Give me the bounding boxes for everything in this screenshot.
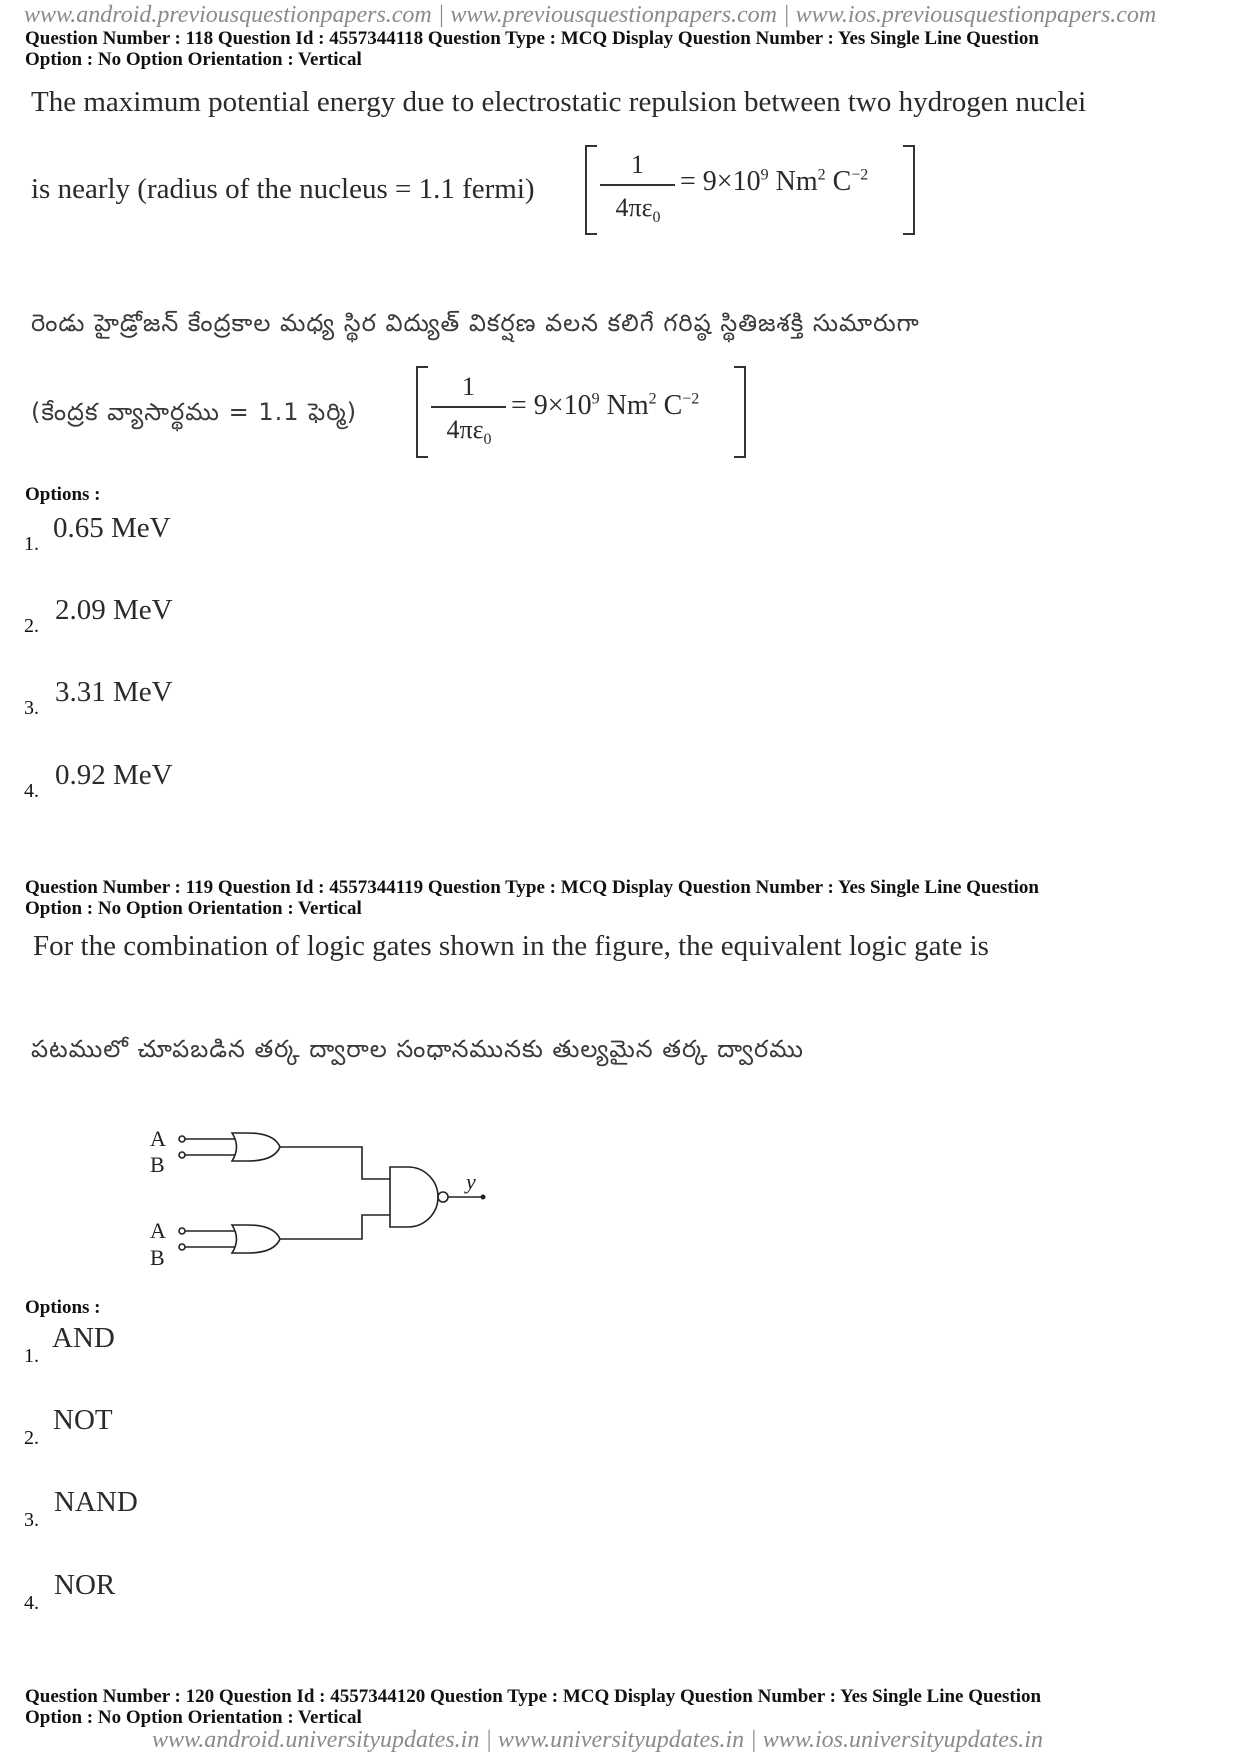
option-number: 3.: [24, 697, 39, 719]
option-text: 0.65 MeV: [53, 512, 171, 544]
q118-english-line1: The maximum potential energy due to electrostatic repulsion between two hydrogen nuclei: [31, 86, 1087, 118]
option-text: 3.31 MeV: [55, 676, 173, 708]
input-terminal: [179, 1152, 185, 1158]
option-number: 4.: [24, 780, 39, 802]
q119-telugu-line1: పటములో చూపబడిన తర్క ద్వారాల సంధానమునకు తుల్యమైన తర్క ద్వారము: [31, 1035, 804, 1063]
formula-rhs: = $9\times 10^9$ Nm$^2$ $C^{-2}$: [511, 390, 700, 421]
formula-numerator: 1: [631, 150, 644, 179]
option-number: 3.: [24, 1509, 39, 1531]
formula-left-bracket: [416, 366, 428, 458]
formula-right-bracket: [734, 366, 746, 458]
option-text: NAND: [54, 1486, 138, 1518]
formula-rhs: = $9\times 10^9$ Nm$^2$ $C^{-2}$: [680, 166, 869, 197]
option-number: 1.: [24, 1345, 39, 1367]
input-terminal: [179, 1228, 185, 1234]
footer-watermark: www.android.universityupdates.in | www.universityupdates.in | www.ios.universityupdates.in: [152, 1727, 1043, 1753]
formula-fraction-bar: [600, 184, 675, 186]
option-text: AND: [52, 1322, 115, 1354]
output-terminal: [481, 1195, 486, 1200]
formula-denominator: $4\pi\varepsilon_0$: [446, 415, 492, 449]
q118-english-line2: is nearly (radius of the nucleus = 1.1 fermi): [31, 173, 535, 205]
option-number: 1.: [24, 533, 39, 555]
q120-meta-line2: Option : No Option Orientation : Vertical: [25, 1707, 362, 1728]
option-number: 2.: [24, 615, 39, 637]
q120-meta-line1: Question Number : 120 Question Id : 4557344120 Question Type : MCQ Display Question Number : Yes Single Line Question: [25, 1686, 1042, 1707]
nand-bubble: [438, 1192, 448, 1202]
formula-right-bracket: [903, 145, 915, 235]
input-label-a: A: [150, 1218, 166, 1243]
q119-meta-line1: Question Number : 119 Question Id : 4557344119 Question Type : MCQ Display Question Number : Yes Single Line Question: [25, 877, 1039, 898]
option-number: 2.: [24, 1427, 39, 1449]
formula-numerator: 1: [462, 372, 475, 401]
input-label-b: B: [150, 1245, 165, 1270]
q118-telugu-line2: (కేంద్రక వ్యాసార్థము = 1.1 ఫెర్మి): [31, 398, 358, 426]
q119-options-label: Options :: [25, 1297, 101, 1318]
logic-gate-figure: [140, 1115, 500, 1275]
formula-left-bracket: [585, 145, 597, 235]
or-gate-1: [232, 1133, 280, 1161]
q118-meta-line1: Question Number : 118 Question Id : 4557344118 Question Type : MCQ Display Question Number : Yes Single Line Question: [25, 28, 1039, 49]
formula-fraction-bar: [431, 406, 506, 408]
formula-denominator: $4\pi\varepsilon_0$: [615, 193, 661, 227]
option-text: NOT: [53, 1404, 113, 1436]
q118-options-label: Options :: [25, 484, 101, 505]
input-label-a: A: [150, 1126, 166, 1151]
option-number: 4.: [24, 1592, 39, 1614]
option-text: 0.92 MeV: [55, 759, 173, 791]
option-text: NOR: [54, 1569, 116, 1601]
q118-telugu-line1: రెండు హైడ్రోజన్ కేంద్రకాల మధ్య స్థిర విద్యుత్ వికర్షణ వలన కలిగే గరిష్ఠ స్థితిజశక్తి సుమారుగా: [31, 309, 920, 337]
nand-gate: [390, 1167, 438, 1227]
header-watermark: www.android.previousquestionpapers.com | www.previousquestionpapers.com | www.ios.previousquestionpapers.com: [24, 2, 1157, 28]
or-gate-2: [232, 1225, 280, 1253]
input-terminal: [179, 1244, 185, 1250]
input-label-b: B: [150, 1152, 165, 1177]
q119-english-line1: For the combination of logic gates shown in the figure, the equivalent logic gate is: [33, 930, 989, 962]
option-text: 2.09 MeV: [55, 594, 173, 626]
output-label-y: y: [466, 1169, 476, 1194]
input-terminal: [179, 1136, 185, 1142]
q119-meta-line2: Option : No Option Orientation : Vertical: [25, 898, 362, 919]
q118-meta-line2: Option : No Option Orientation : Vertical: [25, 49, 362, 70]
